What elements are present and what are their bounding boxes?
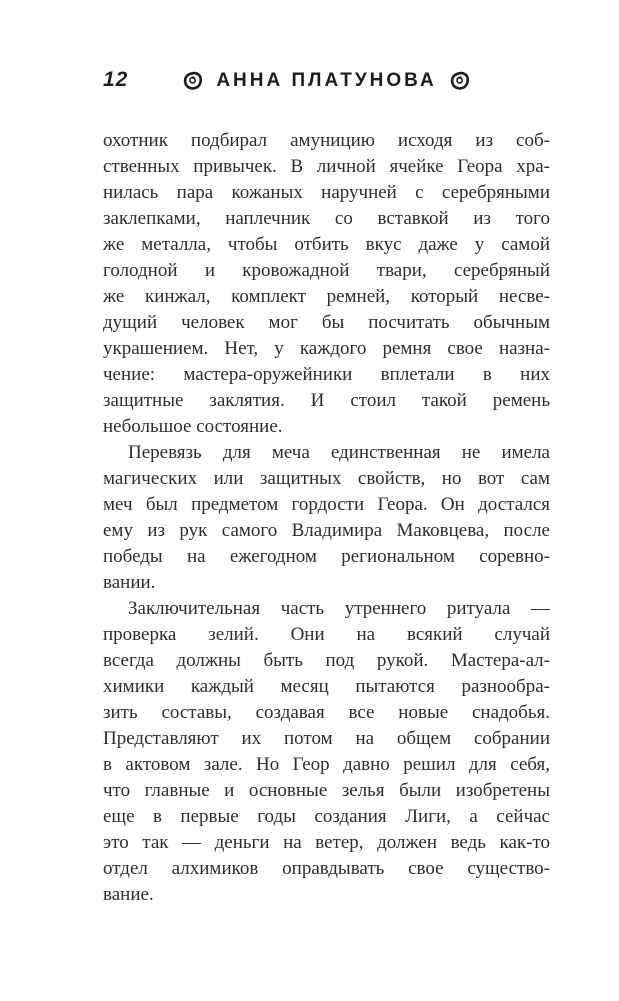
text-line: вании. <box>103 572 156 593</box>
text-line: ему из рук самого Владимира Маковцева, после <box>103 520 550 541</box>
page-header <box>103 66 550 96</box>
text-line: еще в первые годы создания Лиги, а сейчас <box>103 806 550 827</box>
text-line: чение: мастера-оружейники вплетали в них <box>103 364 550 385</box>
paragraph <box>103 596 550 908</box>
text-line: магических или защитных свойств, но вот сам <box>103 468 550 489</box>
text-line: что главные и основные зелья были изобретены <box>103 780 550 801</box>
text-line: зить составы, создавая все новые снадобья. <box>103 702 550 723</box>
spiral-rosette-icon <box>183 71 203 91</box>
author-name: АННА ПЛАТУНОВА <box>216 70 437 91</box>
paragraph <box>103 128 550 440</box>
text-line: вание. <box>103 884 154 905</box>
text-line: меч был предметом гордости Геора. Он достался <box>103 494 550 515</box>
spiral-rosette-icon <box>450 71 470 91</box>
text-line: дущий человек мог бы посчитать обычным <box>103 312 550 333</box>
text-line: Перевязь для меча единственная не имела <box>128 442 550 463</box>
text-line: небольшое состояние. <box>103 416 283 437</box>
text-line: ственных привычек. В личной ячейке Геора хра- <box>103 156 550 177</box>
text-line: же металла, чтобы отбить вкус даже у самой <box>103 234 550 255</box>
text-line: же кинжал, комплект ремней, который несве- <box>103 286 550 307</box>
text-line: нилась пара кожаных наручней с серебряными <box>103 182 550 203</box>
body-text <box>103 128 550 908</box>
text-line: охотник подбирал амуницию исходя из соб- <box>103 130 550 151</box>
text-line: Заключительная часть утреннего ритуала — <box>128 598 550 619</box>
text-line: голодной и кровожадной твари, серебряный <box>103 260 550 281</box>
text-line: всегда должны быть под рукой. Мастера-ал- <box>103 650 550 671</box>
text-line: победы на ежегодном региональном соревно- <box>103 546 550 567</box>
text-line: заклепками, наплечник со вставкой из того <box>103 208 550 229</box>
running-title <box>103 66 550 96</box>
text-line: проверка зелий. Они на всякий случай <box>103 624 550 645</box>
text-line: химики каждый месяц пытаются разнообра- <box>103 676 550 697</box>
text-line: украшением. Нет, у каждого ремня свое назна- <box>103 338 550 359</box>
text-line: защитные заклятия. И стоил такой ремень <box>103 390 550 411</box>
text-line: это так — деньги на ветер, должен ведь как-то <box>103 832 550 853</box>
page-number: 12 <box>103 68 129 91</box>
text-line: отдел алхимиков оправдывать свое существо- <box>103 858 550 879</box>
paragraph <box>103 440 550 596</box>
text-line: в актовом зале. Но Геор давно решил для себя, <box>103 754 550 775</box>
text-line: Представляют их потом на общем собрании <box>103 728 550 749</box>
